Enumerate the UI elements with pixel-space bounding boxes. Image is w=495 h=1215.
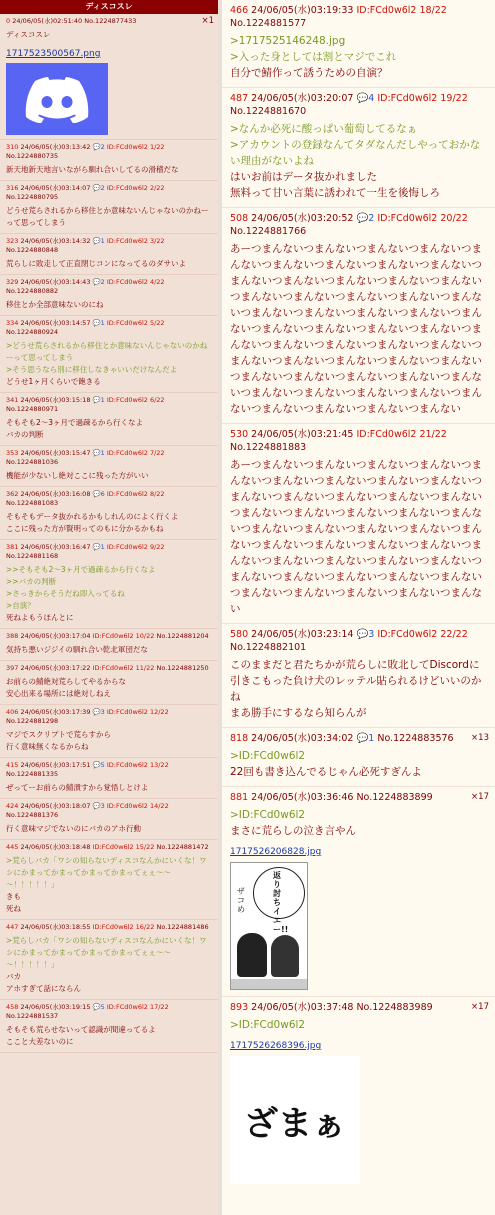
post-date: 24/06/05(水)03:18:55 <box>20 923 91 931</box>
post-508 <box>222 208 495 424</box>
body-text: そもそもデータ抜かれるかもしれんのによく行くよ ここに残った方が賢明ってのもに分かるかもね <box>6 512 179 533</box>
post-no[interactable]: No.1224880848 <box>6 246 59 254</box>
post-number[interactable]: 323 <box>6 237 19 245</box>
reply-badge[interactable]: 💬5 <box>92 761 105 769</box>
reply-badge[interactable]: 💬4 <box>356 93 375 104</box>
poster-id[interactable]: ID:FCd0w6l2 16/22 <box>92 923 155 931</box>
reply-badge[interactable]: 💬2 <box>92 278 105 286</box>
poster-id[interactable]: ID:FCd0w6l2 11/22 <box>92 664 155 672</box>
post-number[interactable]: 487 <box>230 93 249 104</box>
reply-badge[interactable]: 💬1 <box>92 449 105 457</box>
poster-id[interactable]: ID:FCd0w6l2 19/22 <box>377 93 468 104</box>
discord-logo-image[interactable] <box>6 63 108 135</box>
post-no[interactable]: No.1224881472 <box>156 843 209 851</box>
post-no[interactable]: No.1224881298 <box>6 717 59 725</box>
reply-badge[interactable]: 💬2 <box>356 213 375 224</box>
body-text: 機能が少ないし絶対ここに残った方がいい <box>6 471 149 480</box>
post-body <box>6 1024 214 1048</box>
reply-badge[interactable]: 💬5 <box>92 1003 105 1011</box>
poster-id[interactable]: ID:FCd0w6l2 8/22 <box>106 490 165 498</box>
post-body <box>230 457 489 617</box>
post-number[interactable]: 508 <box>230 213 249 224</box>
post-no[interactable]: No.1224883899 <box>356 792 433 803</box>
poster-id[interactable]: ID:FCd0w6l2 7/22 <box>106 449 165 457</box>
post-no[interactable]: No.1224880882 <box>6 287 59 295</box>
post-487 <box>222 88 495 208</box>
reply-badge[interactable]: 💬1 <box>92 543 105 551</box>
reply-badge[interactable]: 💬6 <box>92 490 105 498</box>
body-text: 新天地新天地言いながら馴れ合いしてるの滑稽だな <box>6 165 179 174</box>
post-body <box>6 205 214 229</box>
post-580 <box>222 624 495 728</box>
post-329 <box>0 275 218 316</box>
post-no[interactable]: No.1224877433 <box>84 17 137 25</box>
post-334 <box>0 316 218 393</box>
post-header <box>230 212 489 238</box>
poster-id[interactable]: ID:FCd0w6l2 4/22 <box>106 278 165 286</box>
post-body <box>6 676 214 700</box>
post-number[interactable]: 881 <box>230 792 249 803</box>
reply-badge[interactable]: 💬1 <box>356 733 375 744</box>
quote-text: >なんか必死に酸っぱい葡萄してるなぁ >アカウントの登録なんてタダなんだしやっておかない理由がないよね <box>230 123 481 167</box>
manga-image[interactable] <box>230 862 308 990</box>
poster-id[interactable]: ID:FCd0w6l2 2/22 <box>106 184 165 192</box>
quote-text: >ID:FCd0w6l2 <box>230 750 306 762</box>
reply-badge[interactable]: 💬1 <box>92 396 105 404</box>
post-date: 24/06/05(水)03:15:47 <box>20 449 91 457</box>
poster-id[interactable]: ID:FCd0w6l2 20/22 <box>377 213 468 224</box>
post-body <box>6 644 214 656</box>
post-number[interactable]: 447 <box>6 923 19 931</box>
post-date: 24/06/05(水)03:19:33 <box>251 5 354 16</box>
post-header <box>6 17 214 26</box>
post-header <box>6 396 214 414</box>
poster-id[interactable]: ID:FCd0w6l2 18/22 <box>356 5 447 16</box>
reply-count: ×17 <box>471 1002 489 1012</box>
post-date: 24/06/05(水)03:14:57 <box>20 319 91 327</box>
floor <box>231 979 307 989</box>
post-header <box>6 237 214 255</box>
quote-text: >どうせ荒らされるから移住とか意味ないんじゃないのかねーって思ってしまう >そう思うなら別に移住しなきゃいいだけなんだよ <box>6 341 208 374</box>
body-text: 荒らしに敗走して正直閉じコンになってるのダサいよ <box>6 259 186 268</box>
post-number[interactable]: 530 <box>230 429 249 440</box>
file-link[interactable]: 1717526206828.jpg <box>230 847 322 857</box>
left-column <box>0 0 218 1215</box>
post-body <box>6 729 214 753</box>
post-date: 24/06/05(水)03:17:51 <box>20 761 91 769</box>
post-body <box>6 164 214 176</box>
post-date: 24/06/05(水)03:17:04 <box>20 632 91 640</box>
post-466 <box>222 0 495 88</box>
post-body <box>6 855 214 915</box>
thread-title: ディスコスレ <box>0 0 218 14</box>
post-body <box>6 935 214 995</box>
body-text: まさに荒らしの泣き言やん <box>230 825 356 837</box>
post-no[interactable]: No.1224881577 <box>230 18 307 29</box>
file-link[interactable]: 1717526268396.jpg <box>230 1041 322 1051</box>
post-date: 24/06/05(水)03:17:22 <box>20 664 91 672</box>
right-post-list <box>222 0 495 728</box>
manga-text-2: ザコめ <box>237 887 245 914</box>
body-text: このままだと君たちかが荒らしに敗北してDiscordに引きこもった負け犬のレッテル貼られるけどいいのかね まあ勝手にするなら知らんが <box>230 659 482 719</box>
post-number[interactable]: 415 <box>6 761 19 769</box>
post-header <box>6 664 214 673</box>
post-424 <box>0 799 218 840</box>
post-number[interactable]: 466 <box>230 5 249 16</box>
post-body <box>230 121 489 201</box>
body-text: そもそも2～3ヶ月で過疎るから行くなよ バカの判断 <box>6 418 144 439</box>
post-323 <box>0 234 218 275</box>
body-text: 移住とか全部意味ないのにね <box>6 300 104 309</box>
post-no[interactable]: No.1224881537 <box>6 1012 59 1020</box>
post-header <box>6 543 214 561</box>
post-number[interactable]: 381 <box>6 543 19 551</box>
post-no[interactable]: No.1224880971 <box>6 405 59 413</box>
post-body <box>230 748 489 780</box>
post-date: 24/06/05(水)03:14:07 <box>20 184 91 192</box>
reply-badge[interactable]: 💬2 <box>92 184 105 192</box>
post-number[interactable]: 310 <box>6 143 19 151</box>
post-no[interactable]: No.1224880795 <box>6 193 59 201</box>
post-date: 24/06/05(水)03:18:48 <box>20 843 91 851</box>
post-no[interactable]: No.1224881766 <box>230 226 307 237</box>
post-header <box>6 802 214 820</box>
post-header <box>6 923 214 932</box>
character-left <box>237 933 267 977</box>
post-body <box>6 340 214 388</box>
poster-id[interactable]: ID:FCd0w6l2 22/22 <box>377 629 468 640</box>
post-date: 24/06/05(水)02:51:40 <box>12 17 83 25</box>
post-header <box>6 184 214 202</box>
post-date: 24/06/05(水)03:19:15 <box>20 1003 91 1011</box>
quote-text: >>そもそも2～3ヶ月で過疎るから行くなよ >>バカの判断 >さっきからそうだね即入ってるね >自演？ <box>6 565 156 610</box>
post-header <box>230 628 489 654</box>
post-body <box>6 258 214 270</box>
post-date: 24/06/05(水)03:16:47 <box>20 543 91 551</box>
poster-id[interactable]: ID:FCd0w6l2 13/22 <box>106 761 169 769</box>
post-no[interactable]: No.1224882101 <box>230 642 307 653</box>
post-no[interactable]: No.1224881204 <box>156 632 209 640</box>
op-post <box>0 14 218 140</box>
post-415 <box>0 758 218 799</box>
post-body <box>6 823 214 835</box>
right-column <box>222 0 495 1215</box>
post-header <box>230 92 489 118</box>
post-no[interactable]: No.1224881168 <box>6 552 59 560</box>
post-header <box>230 732 489 745</box>
post-header <box>6 761 214 779</box>
post-388 <box>0 629 218 661</box>
body-text: どうせ荒らされるから移住とか意味ないんじゃないのかねーって思ってしまう <box>6 206 209 227</box>
post-date: 24/06/05(水)03:14:32 <box>20 237 91 245</box>
body-text: そもそも荒らせないって認識が間違ってるよ ここと大差ないのに <box>6 1025 156 1046</box>
body-text: 行く意味マジでないのにバカのアホ行動 <box>6 824 141 833</box>
post-date: 24/06/05(水)03:13:42 <box>20 143 91 151</box>
poster-id[interactable]: ID:FCd0w6l2 5/22 <box>106 319 165 327</box>
post-header <box>6 278 214 296</box>
post-no[interactable]: No.1224881670 <box>230 106 307 117</box>
post-no[interactable]: No.1224881376 <box>6 811 59 819</box>
post-406 <box>0 705 218 758</box>
body-text: ぜってーお前らの鯖潰すから覚悟しとけよ <box>6 783 149 792</box>
post-341 <box>0 393 218 446</box>
post-447 <box>0 920 218 1000</box>
post-number[interactable]: 316 <box>6 184 19 192</box>
post-number[interactable]: 893 <box>230 1002 249 1013</box>
poster-id[interactable]: ID:FCd0w6l2 1/22 <box>106 143 165 151</box>
post-header <box>6 843 214 852</box>
post-header <box>6 143 214 161</box>
post-date: 24/06/05(水)03:17:39 <box>20 708 91 716</box>
quote-text: >1717525146248.jpg >入った身としては割とマジでこれ <box>230 35 397 63</box>
body-text: 気持ち悪いジジイの馴れ合い乾北軍団だな <box>6 645 148 654</box>
post-header <box>6 319 214 337</box>
post-body <box>230 33 489 81</box>
post-number[interactable]: 458 <box>6 1003 19 1011</box>
body-text: 死ねよもうほんとに <box>6 613 74 622</box>
discord-icon <box>25 75 89 123</box>
reply-count: ×1 <box>201 16 214 26</box>
post-date: 24/06/05(水)03:34:02 <box>251 733 354 744</box>
post-body: ディスコスレ <box>6 30 51 39</box>
character-right <box>271 935 299 977</box>
body-text: お前らの鯖絶対荒らしてやるからな 安心出来る場所には絶対しねえ <box>6 677 126 698</box>
post-445 <box>0 840 218 920</box>
reply-badge[interactable]: 💬1 <box>92 237 105 245</box>
post-body <box>6 564 214 624</box>
post-date: 24/06/05(水)03:20:52 <box>251 213 354 224</box>
reply-count: ×13 <box>471 733 489 743</box>
post-number[interactable]: 334 <box>6 319 19 327</box>
post-body <box>230 1017 489 1033</box>
reply-count: ×17 <box>471 792 489 802</box>
post-body <box>230 241 489 417</box>
post-date: 24/06/05(水)03:16:08 <box>20 490 91 498</box>
post-number[interactable]: 341 <box>6 396 19 404</box>
post-no[interactable]: No.1224881250 <box>156 664 209 672</box>
reply-badge[interactable]: 💬3 <box>356 629 375 640</box>
body-text: マジでスクリプトで荒らすから 行く意味無くなるからね <box>6 730 111 751</box>
reply-badge[interactable]: 💬3 <box>92 708 105 716</box>
quote-text: >荒らしバカ「ワシの知らないディスコなんかにいくな！ワシにかまってかまってかまってかまってぇぇ～～～！！！！！」 <box>6 936 207 969</box>
manga-text: 返り討ちイエー!! <box>273 871 289 934</box>
body-text: はいお前はデータ抜かれました 無料って甘い言葉に誘われて一生を後悔しろ <box>230 171 440 199</box>
post-310 <box>0 140 218 181</box>
post-date: 24/06/05(水)03:37:48 <box>251 1002 354 1013</box>
post-353 <box>0 446 218 487</box>
post-header <box>230 791 489 804</box>
body-text: 22回も書き込んでるじゃん必死すぎんよ <box>230 766 422 778</box>
post-body <box>230 657 489 721</box>
post-header <box>6 1003 214 1021</box>
post-date: 24/06/05(水)03:18:07 <box>20 802 91 810</box>
poster-id[interactable]: ID:FCd0w6l2 21/22 <box>356 429 447 440</box>
post-body <box>6 782 214 794</box>
post-header <box>230 1001 489 1014</box>
post-header <box>6 449 214 467</box>
post-date: 24/06/05(水)03:36:46 <box>251 792 354 803</box>
reply-badge[interactable]: 💬1 <box>92 319 105 327</box>
post-header <box>6 490 214 508</box>
post-no[interactable]: No.1224883576 <box>377 733 454 744</box>
post-date: 24/06/05(水)03:21:45 <box>251 429 354 440</box>
poster-id[interactable]: ID:FCd0w6l2 15/22 <box>92 843 155 851</box>
post-no[interactable]: No.1224880924 <box>6 328 59 336</box>
quote-text: >ID:FCd0w6l2 <box>230 809 306 821</box>
poster-id[interactable]: ID:FCd0w6l2 6/22 <box>106 396 165 404</box>
post-body <box>6 299 214 311</box>
body-text: 自分で鯖作って誘うための自演？ <box>230 67 388 79</box>
post-header <box>6 708 214 726</box>
body-text: あーつまんないつまんないつまんないつまんないつまんないつまんないつまんないつまんないつまんないつまんないつまんないつまんないつまんないつまんないつまんないつまんないつまんないつまんないつまんないつまんないつまんないつまんないつまんないつまんないつまんないつまんないつまんないつまんないつまんないつまんないつまんないつまんないつまんないつまんないつまんないつまんないつまんないつまんないつまんないつまんないつまんないつまんないつまんない <box>230 459 482 615</box>
post-date: 24/06/05(水)03:23:14 <box>251 629 354 640</box>
post-number[interactable]: 353 <box>6 449 19 457</box>
poster-id[interactable]: ID:FCd0w6l2 17/22 <box>106 1003 169 1011</box>
post-362 <box>0 487 218 540</box>
post-no[interactable]: No.1224881083 <box>6 499 59 507</box>
post-number[interactable]: 388 <box>6 632 19 640</box>
post-body <box>230 807 489 839</box>
post-no[interactable]: No.1224881036 <box>6 458 59 466</box>
zamaa-image[interactable] <box>230 1056 360 1184</box>
post-number[interactable]: 424 <box>6 802 19 810</box>
post-number[interactable]: 580 <box>230 629 249 640</box>
left-post-list <box>0 140 218 1053</box>
post-body <box>6 470 214 482</box>
post-body <box>6 511 214 535</box>
post-no[interactable]: No.1224883989 <box>356 1002 433 1013</box>
post-header <box>230 428 489 454</box>
body-text: バカ アホすぎて話にならん <box>6 972 81 993</box>
file-link[interactable]: 1717523500567.png <box>6 49 101 59</box>
post-530 <box>222 424 495 624</box>
post-no[interactable]: No.1224881883 <box>230 442 307 453</box>
poster-id[interactable]: ID:FCd0w6l2 10/22 <box>92 632 155 640</box>
post-458 <box>0 1000 218 1053</box>
post-number[interactable]: 0 <box>6 17 11 25</box>
post-number[interactable]: 397 <box>6 664 19 672</box>
post-no[interactable]: No.1224881486 <box>156 923 209 931</box>
post-881 <box>222 787 495 997</box>
post-number[interactable]: 329 <box>6 278 19 286</box>
image-text: ざまぁ <box>244 1103 346 1144</box>
quote-text: >ID:FCd0w6l2 <box>230 1019 306 1031</box>
post-number[interactable]: 445 <box>6 843 19 851</box>
quote-text: >荒らしバカ「ワシの知らないディスコなんかにいくな！ワシにかまってかまってかまってかまってぇぇ～～～！！！！！」 <box>6 856 207 889</box>
post-397 <box>0 661 218 705</box>
post-number[interactable]: 818 <box>230 733 249 744</box>
post-header <box>230 4 489 30</box>
post-date: 24/06/05(水)03:20:07 <box>251 93 354 104</box>
post-316 <box>0 181 218 234</box>
post-number[interactable]: 406 <box>6 708 19 716</box>
body-text: きも 死ね <box>6 892 21 913</box>
reply-badge[interactable]: 💬3 <box>92 802 105 810</box>
poster-id[interactable]: ID:FCd0w6l2 12/22 <box>106 708 169 716</box>
post-818 <box>222 728 495 787</box>
reply-badge[interactable]: 💬2 <box>92 143 105 151</box>
post-number[interactable]: 362 <box>6 490 19 498</box>
poster-id[interactable]: ID:FCd0w6l2 14/22 <box>106 802 169 810</box>
body-text: どうせ1ヶ月くらいで飽きる <box>6 377 101 386</box>
post-no[interactable]: No.1224881335 <box>6 770 59 778</box>
post-body <box>6 417 214 441</box>
post-893 <box>222 997 495 1190</box>
poster-id[interactable]: ID:FCd0w6l2 3/22 <box>106 237 165 245</box>
post-no[interactable]: No.1224880735 <box>6 152 59 160</box>
post-header <box>6 632 214 641</box>
post-date: 24/06/05(水)03:14:43 <box>20 278 91 286</box>
body-text: あーつまんないつまんないつまんないつまんないつまんないつまんないつまんないつまんないつまんないつまんないつまんないつまんないつまんないつまんないつまんないつまんないつまんないつまんないつまんないつまんないつまんないつまんないつまんないつまんないつまんないつまんないつまんないつまんないつまんないつまんないつまんないつまんないつまんないつまんないつまんないつまんないつまんないつまんないつまんないつまんないつまんないつまんないつまんないつまんないつまんないつまんないつまんないつまんないつまんないつまんないつまんないつまんない <box>230 243 482 415</box>
poster-id[interactable]: ID:FCd0w6l2 9/22 <box>106 543 165 551</box>
post-381 <box>0 540 218 629</box>
post-date: 24/06/05(水)03:15:18 <box>20 396 91 404</box>
